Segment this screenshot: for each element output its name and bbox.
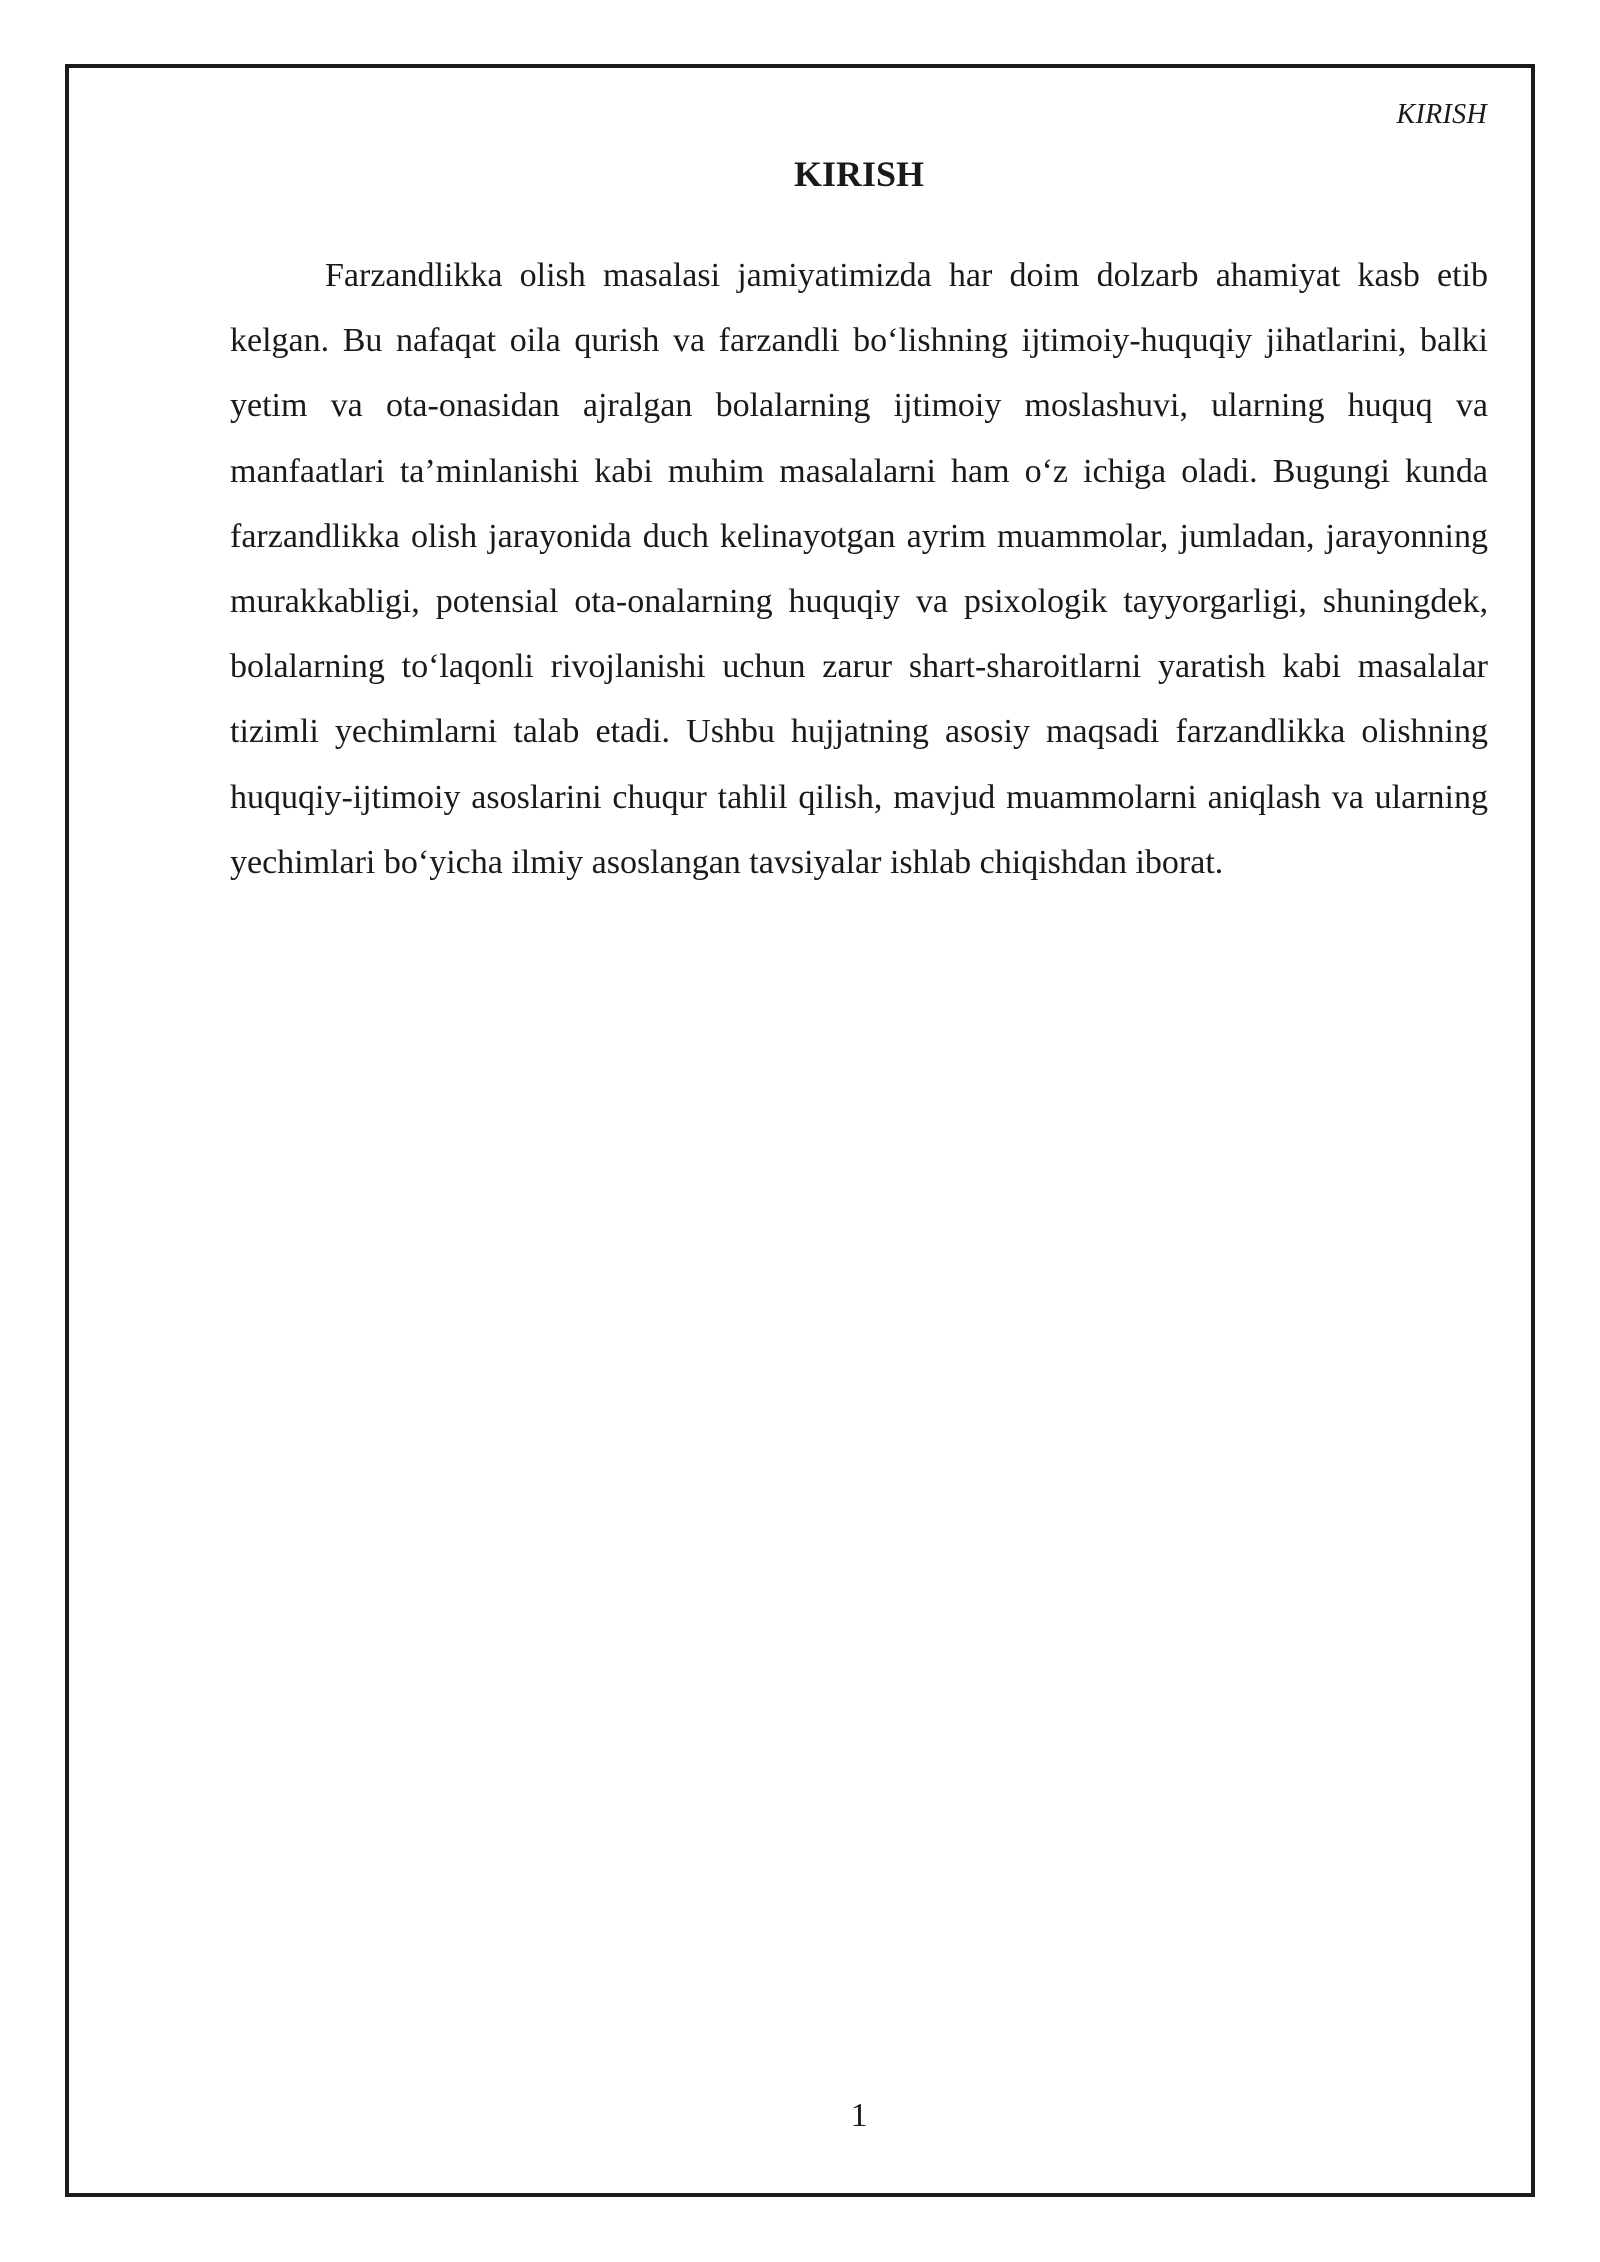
running-header: KIRISH [1396, 99, 1487, 130]
body-paragraph: Farzandlikka olish masalasi jamiyatimizda har doim dolzarb ahamiyat kasb etib kelgan. Bu nafaqat oila qurish va farzandli bo‘lishning ijtimoiy-huquqiy jihatlarini, balki yetim va ota-onasidan ajralgan bolalarning ijtimoiy moslashuvi, ularning huquq va manfaatlari ta’minlanishi kabi muhim masalalarni ham o‘z ichiga oladi. Bugungi kunda farzandlikka olish jarayonida duch kelinayotgan ayrim muammolar, jumladan, jarayonning murakkabligi, potensial ota-onalarning huquqiy va psixologik tayyorgarligi, shuningdek, bolalarning to‘laqonli rivojlanishi uchun zarur shart-sharoitlarni yaratish kabi masalalar tizimli yechimlarni talab etadi. Ushbu hujjatning asosiy maqsadi farzandlikka olishning huquqiy-ijtimoiy asoslarini chuqur tahlil qilish, mavjud muammolarni aniqlash va ularning yechimlari bo‘yicha ilmiy asoslangan tavsiyalar ishlab chiqishdan iborat. [230, 257, 1488, 881]
page-number: 1 [850, 2097, 868, 2134]
page-title: KIRISH [793, 154, 925, 194]
